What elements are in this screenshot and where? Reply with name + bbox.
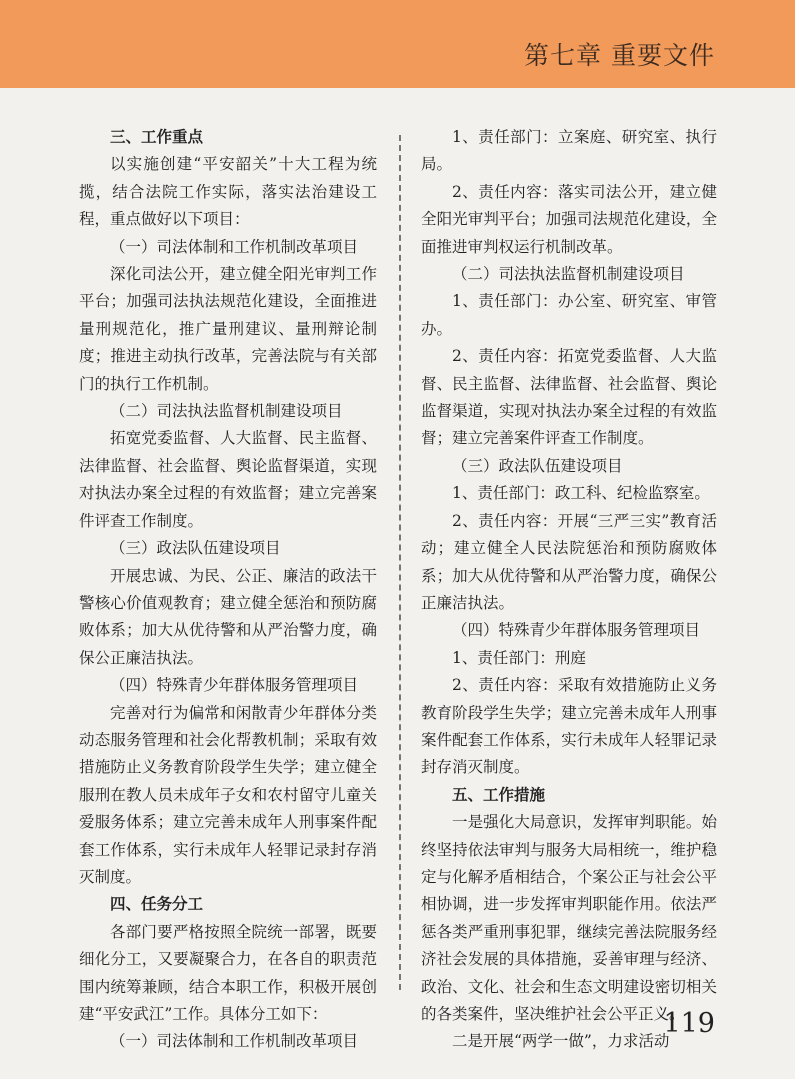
paragraph: 1、责任部门：立案庭、研究室、执行局。 [421,128,717,174]
paragraph: 2、责任内容：拓宽党委监督、人大监督、民主监督、法律监督、社会监督、舆论监督渠道，实现对执法办案全过程的有效监督；建立完善案件评查工作制度。 [421,347,717,448]
section-heading: 三、工作重点 [110,128,204,146]
paragraph: 1、责任部门：政工科、纪检监察室。 [452,484,710,503]
subsection-heading: （三）政法队伍建设项目 [452,456,623,475]
chapter-title: 第七章 重要文件 [524,41,715,70]
paragraph: 2、责任内容：采取有效措施防止义务教育阶段学生失学；建立完善未成年人刑事案件配套工作体系，实行未成年人轻罪记录封存消灭制度。 [421,676,717,777]
paragraph: 1、责任部门：刑庭 [452,648,586,667]
subsection-heading: （四）特殊青少年群体服务管理项目 [452,621,701,640]
paragraph: 拓宽党委监督、人大监督、民主监督、法律监督、社会监督、舆论监督渠道，实现对执法办案全过程的有效监督；建立完善案件评查工作制度。 [79,429,377,530]
subsection-heading: （四）特殊青少年群体服务管理项目 [110,676,359,695]
subsection-heading: （二）司法执法监督机制建设项目 [110,402,343,421]
paragraph: 深化司法公开，建立健全阳光审判工作平台；加强司法执法规范化建设，全面推进量刑规范化，推广量刑建议、量刑辩论制度；推进主动执行改革，完善法院与有关部门的执行工作机制。 [79,265,377,393]
section-heading: 五、工作措施 [452,785,546,804]
paragraph: 以实施创建“平安韶关”十大工程为统揽，结合法院工作实际，落实法治建设工程，重点做好以下项目： [79,155,377,229]
column-divider [399,135,401,990]
section-heading: 四、任务分工 [110,895,204,914]
paragraph: 二是开展“两学一做”，力求活动 [452,1032,670,1051]
subsection-heading: （三）政法队伍建设项目 [110,539,281,558]
subsection-heading: （二）司法执法监督机制建设项目 [452,265,685,284]
paragraph: 一是强化大局意识，发挥审判职能。始终坚持依法审判与服务大局相统一，维护稳定与化解矛盾相结合，个案公正与社会公平相协调，进一步发挥审判职能作用。依法严惩各类严重刑事犯罪，继续完善法院服务经济社会发展的具体措施，妥善审理与经济、政治、文化、社会和生态文明建设密切相关的各类案件，坚决维护社会公平正义。 [421,813,717,1023]
page-number: 119 [663,1008,715,1039]
paragraph: 1、责任部门：办公室、研究室、审管办。 [421,292,717,338]
paragraph: 2、责任内容：开展“三严三实”教育活动；建立健全人民法院惩治和预防腐败体系；加大从优待警和从严治警力度，确保公正廉洁执法。 [421,511,717,612]
subsection-heading: （一）司法体制和工作机制改革项目 [110,237,359,256]
right-text-column [421,124,717,1056]
paragraph: 各部门要严格按照全院统一部署，既要细化分工，又要凝聚合力，在各自的职责范围内统筹兼顾，结合本职工作，积极开展创建“平安武江”工作。具体分工如下： [79,922,377,1023]
chapter-header-bar [0,0,795,88]
subsection-heading: （一）司法体制和工作机制改革项目 [110,1032,359,1051]
paragraph: 2、责任内容：落实司法公开，建立健全阳光审判平台；加强司法规范化建设，全面推进审判权运行机制改革。 [421,182,717,256]
paragraph: 完善对行为偏常和闲散青少年群体分类动态服务管理和社会化帮教机制；采取有效措施防止义务教育阶段学生失学；建立健全服刑在教人员未成年子女和农村留守儿童关爱服务体系；建立完善未成年人刑事案件配套工作体系，实行未成年人轻罪记录封存消灭制度。 [79,703,377,886]
paragraph: 开展忠诚、为民、公正、廉洁的政法干警核心价值观教育；建立健全惩治和预防腐败体系；加大从优待警和从严治警力度，确保公正廉洁执法。 [79,566,377,667]
left-text-column [79,124,377,1056]
